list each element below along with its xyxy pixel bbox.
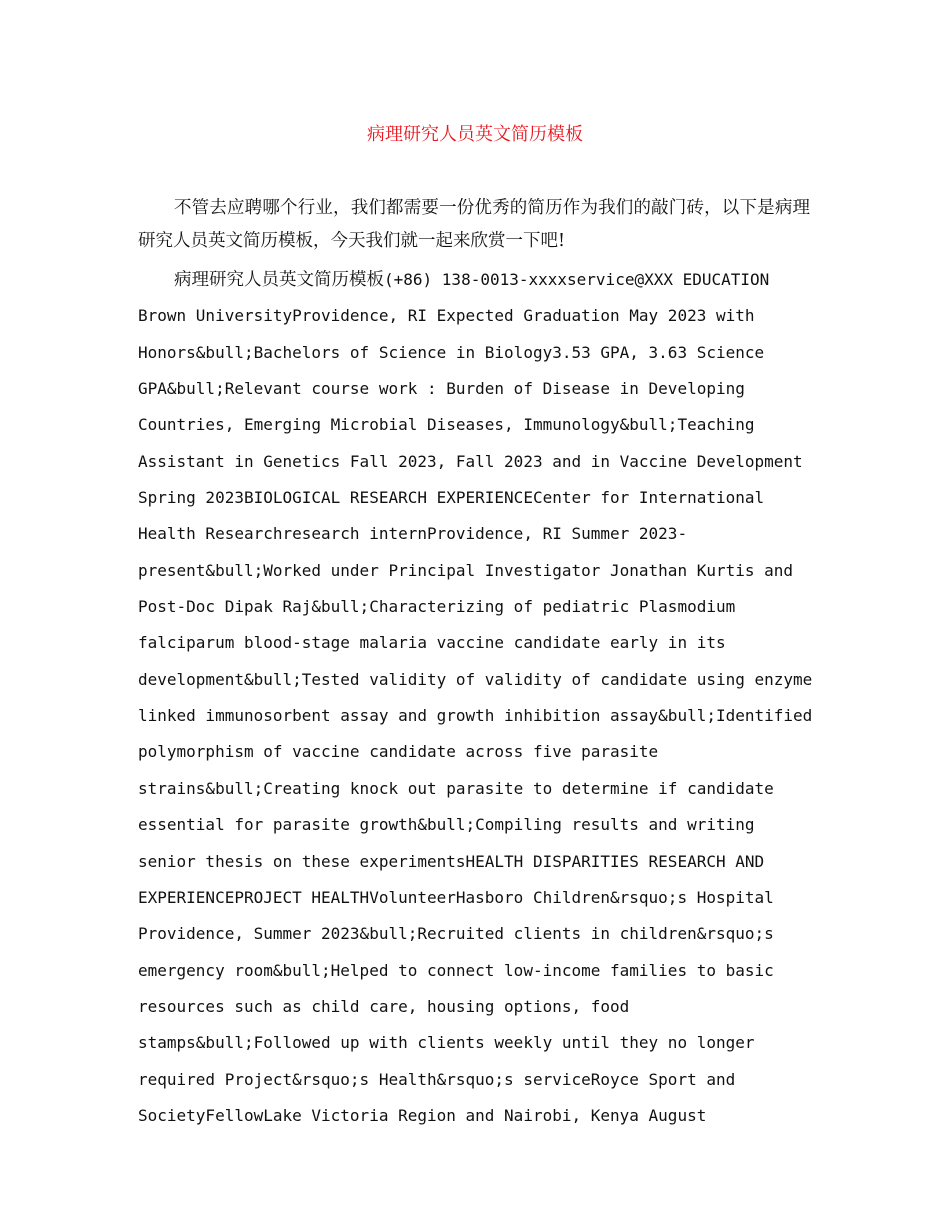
intro-paragraph: 不管去应聘哪个行业，我们都需要一份优秀的简历作为我们的敲门砖，以下是病理研究人员英文简历模板，今天我们就一起来欣赏一下吧! — [138, 198, 810, 251]
resume-heading-inline: 病理研究人员英文简历模板 — [174, 270, 384, 290]
resume-body-text: (+86) 138-0013-xxxxservice@XXX EDUCATION Brown UniversityProvidence, RI Expected Graduation May 2023 with Honors&bull;Bachelors of Science in Biology3.53 GPA, 3.63 Science GPA&bull;Relevant course work : Burden of Disease in Developing Countries, Emerging Microbial Diseases, Immunology&bull;Teaching Assistant in Genetics Fall 2023, Fall 2023 and in Vaccine Development Spring 2023BIOLOGICAL RESEARCH EXPERIENCECenter for International Health Researchresearch internProvidence, RI Summer 2023-present&bull;Worked under Principal Investigator Jonathan Kurtis and Post-Doc Dipak Raj&bull;Characterizing of pediatric Plasmodium falciparum blood-stage malaria vaccine candidate early in its development&bull;Tested validity of validity of candidate using enzyme linked immunosorbent assay and growth inhibition assay&bull;Identified polymorphism of vaccine candidate across five parasite strains&bull;Creating knock out parasite to determine if candidate essential for parasite growth&bull;Compiling results and writing senior thesis on these experimentsHEALTH DISPARITIES RESEARCH AND EXPERIENCEPROJECT HEALTHVolunteerHasboro Children&rsquo;s Hospital Providence, Summer 2023&bull;Recruited clients in children&rsquo;s emergency room&bull;Helped to connect low-income families to basic resources such as child care, housing options, food stamps&bull;Followed up with clients weekly until they no longer required Project&rsquo;s Health&rsquo;s serviceRoyce Sport and SocietyFellowLake Victoria Region and Nairobi, Kenya August — [138, 270, 813, 1125]
document-title: 病理研究人员英文简历模板 — [367, 124, 583, 145]
resume-body-paragraph — [138, 262, 816, 1134]
